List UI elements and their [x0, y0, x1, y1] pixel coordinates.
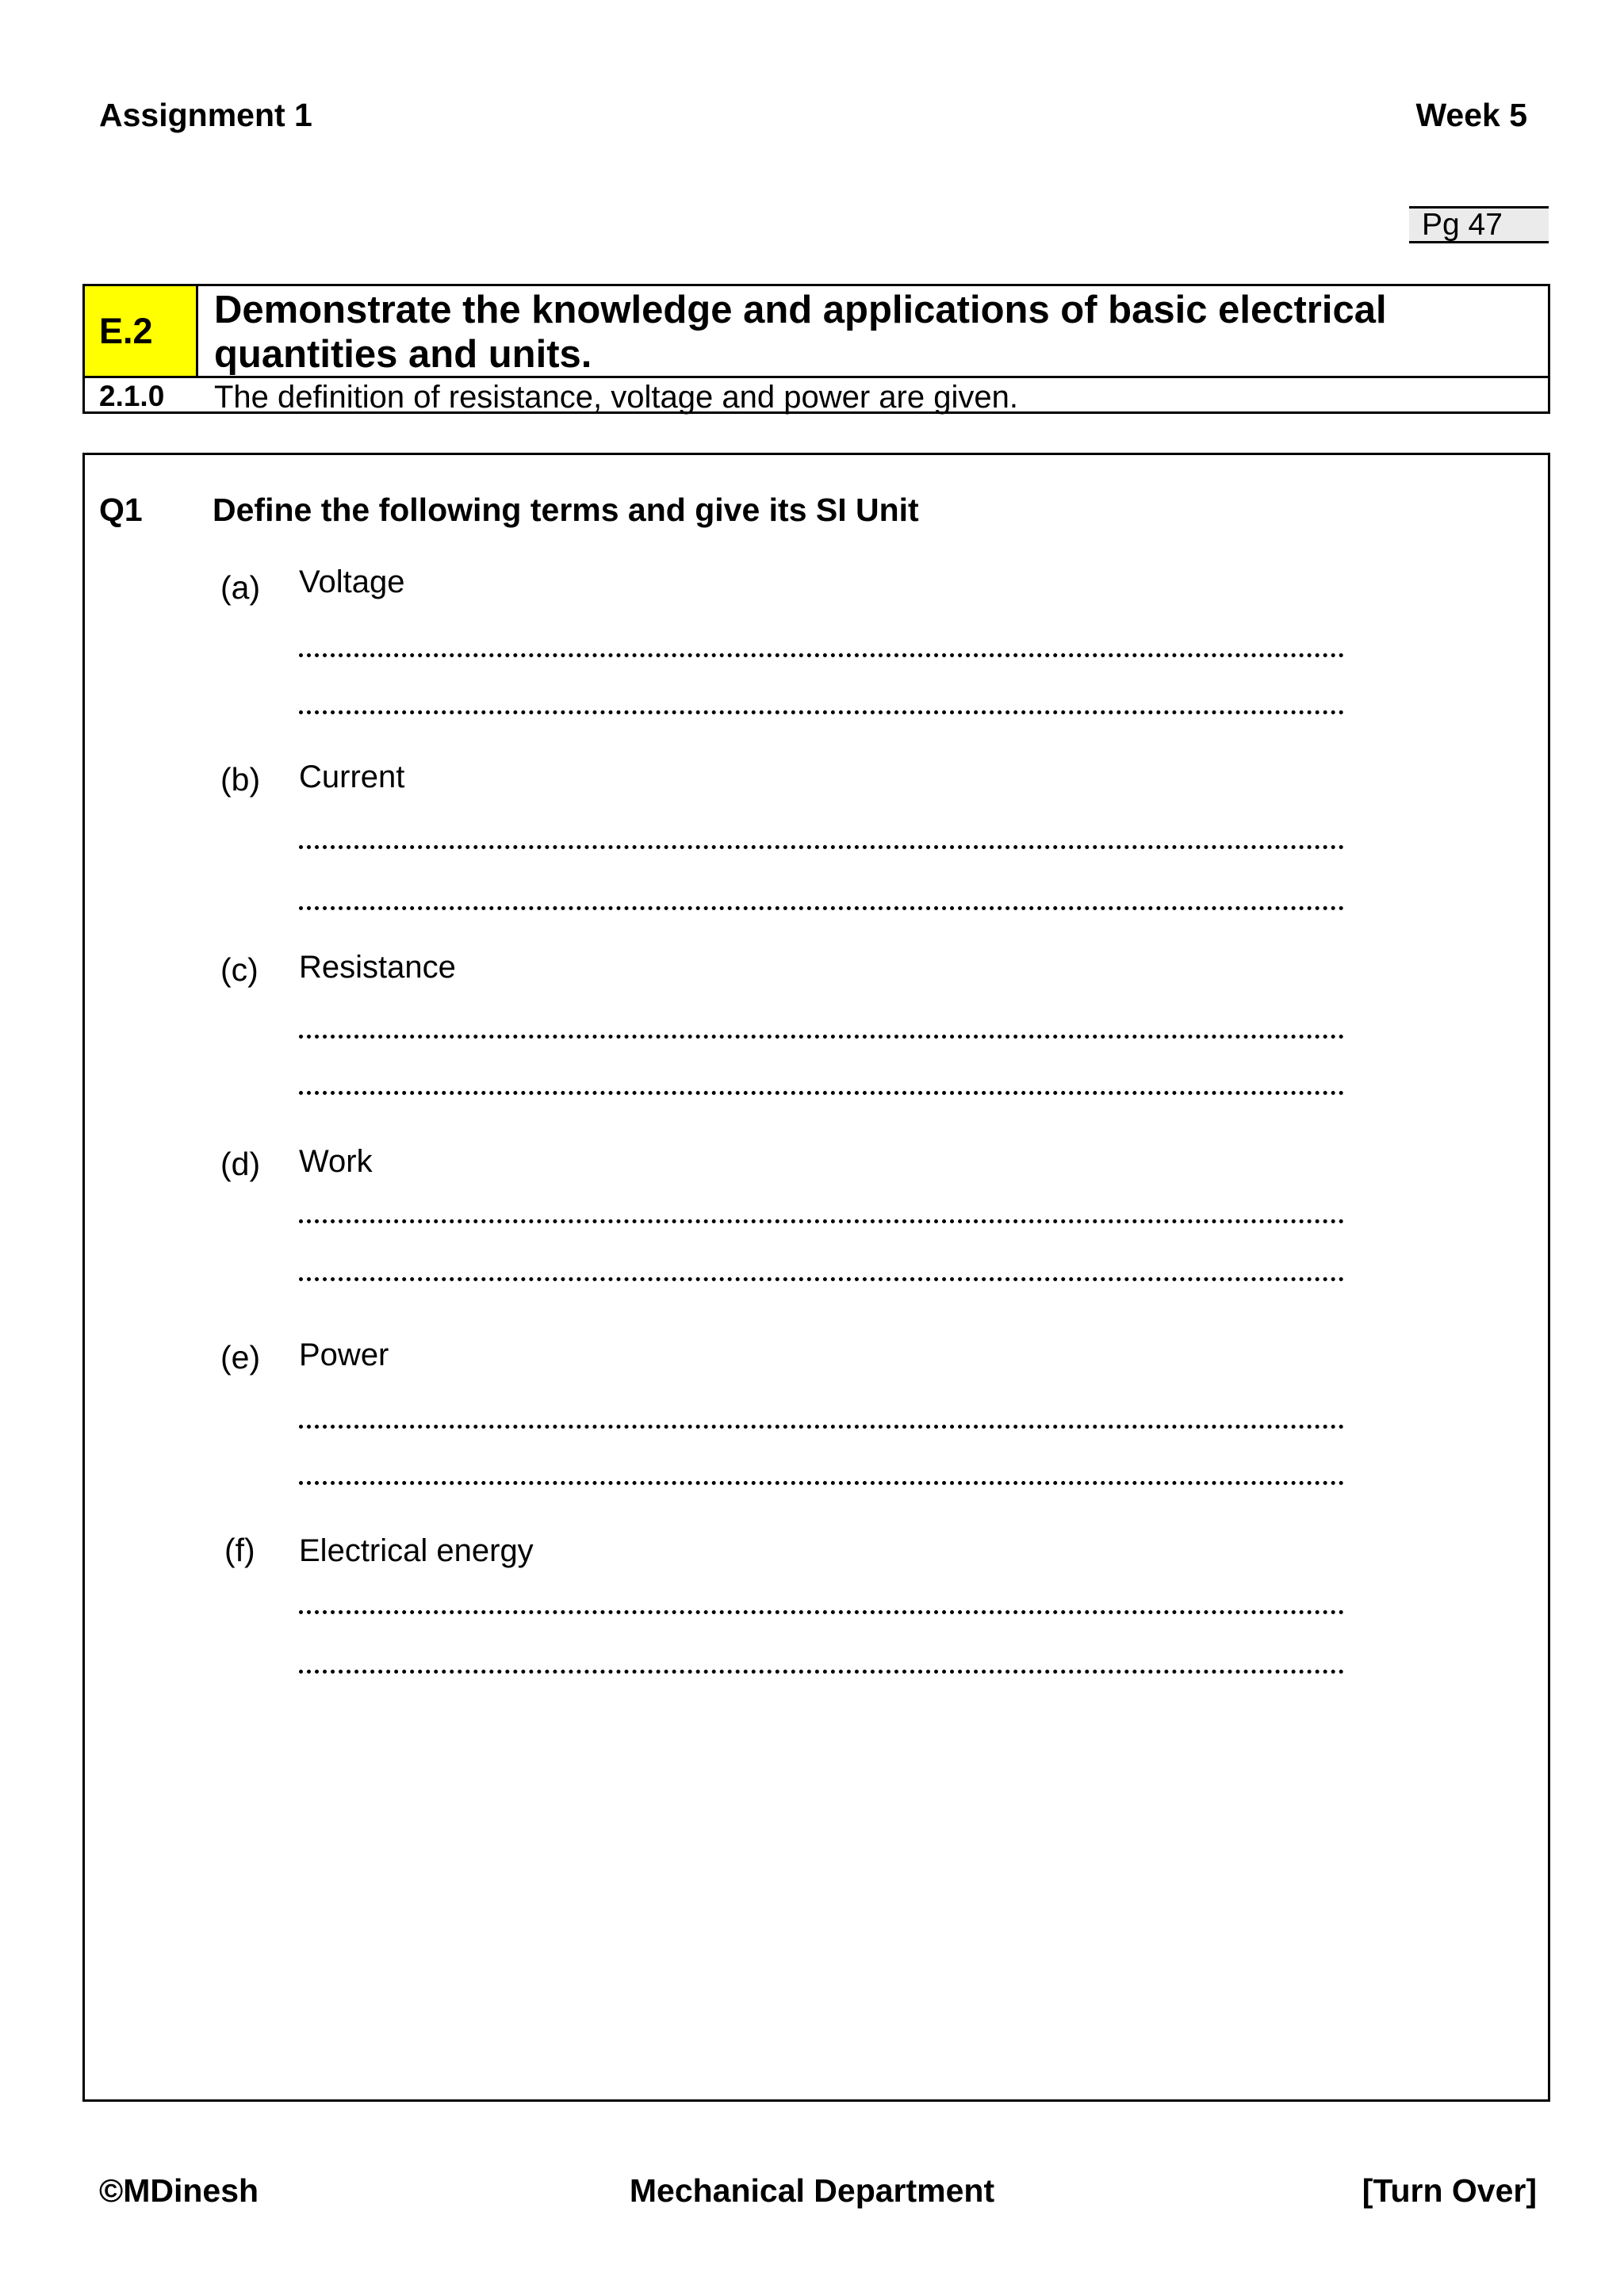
header-week: Week 5 — [1415, 97, 1527, 133]
answer-line[interactable] — [299, 653, 1344, 657]
answer-line[interactable] — [299, 1277, 1344, 1281]
footer-turn-over: [Turn Over] — [1362, 2172, 1537, 2209]
answer-line[interactable] — [299, 1425, 1344, 1429]
item-letter: (e) — [220, 1339, 261, 1376]
question-text: Define the following terms and give its SI Unit — [213, 492, 919, 528]
answer-line[interactable] — [299, 1610, 1344, 1614]
answer-line[interactable] — [299, 845, 1344, 849]
answer-line[interactable] — [299, 710, 1344, 714]
answer-line[interactable] — [299, 1219, 1344, 1223]
outcome-table — [82, 284, 1550, 414]
footer-department: Mechanical Department — [629, 2172, 995, 2209]
outcome-title: Demonstrate the knowledge and applications of basic electrical quantities and units. — [214, 289, 1387, 376]
item-letter: (a) — [220, 569, 261, 606]
item-letter: (c) — [220, 951, 259, 988]
item-term: Electrical energy — [299, 1533, 534, 1568]
item-term: Power — [299, 1337, 389, 1372]
item-letter: (b) — [220, 761, 261, 798]
item-letter: (d) — [220, 1146, 261, 1182]
sub-outcome-text: The definition of resistance, voltage and power are given. — [214, 380, 1018, 415]
sub-outcome-code: 2.1.0 — [99, 380, 165, 412]
page-number-label: Pg 47 — [1409, 206, 1549, 243]
answer-line[interactable] — [299, 906, 1344, 910]
answer-line[interactable] — [299, 1035, 1344, 1039]
answer-line[interactable] — [299, 1670, 1344, 1674]
answer-line[interactable] — [299, 1091, 1344, 1095]
question-number: Q1 — [99, 492, 143, 528]
item-letter: (f) — [224, 1532, 255, 1568]
item-term: Work — [299, 1144, 373, 1179]
table-divider — [85, 376, 1548, 378]
answer-line[interactable] — [299, 1481, 1344, 1485]
item-term: Current — [299, 760, 405, 794]
footer-copyright: ©MDinesh — [99, 2172, 259, 2209]
item-term: Voltage — [299, 564, 405, 599]
header-assignment: Assignment 1 — [99, 97, 312, 133]
item-term: Resistance — [299, 950, 456, 985]
outcome-code: E.2 — [85, 286, 198, 376]
